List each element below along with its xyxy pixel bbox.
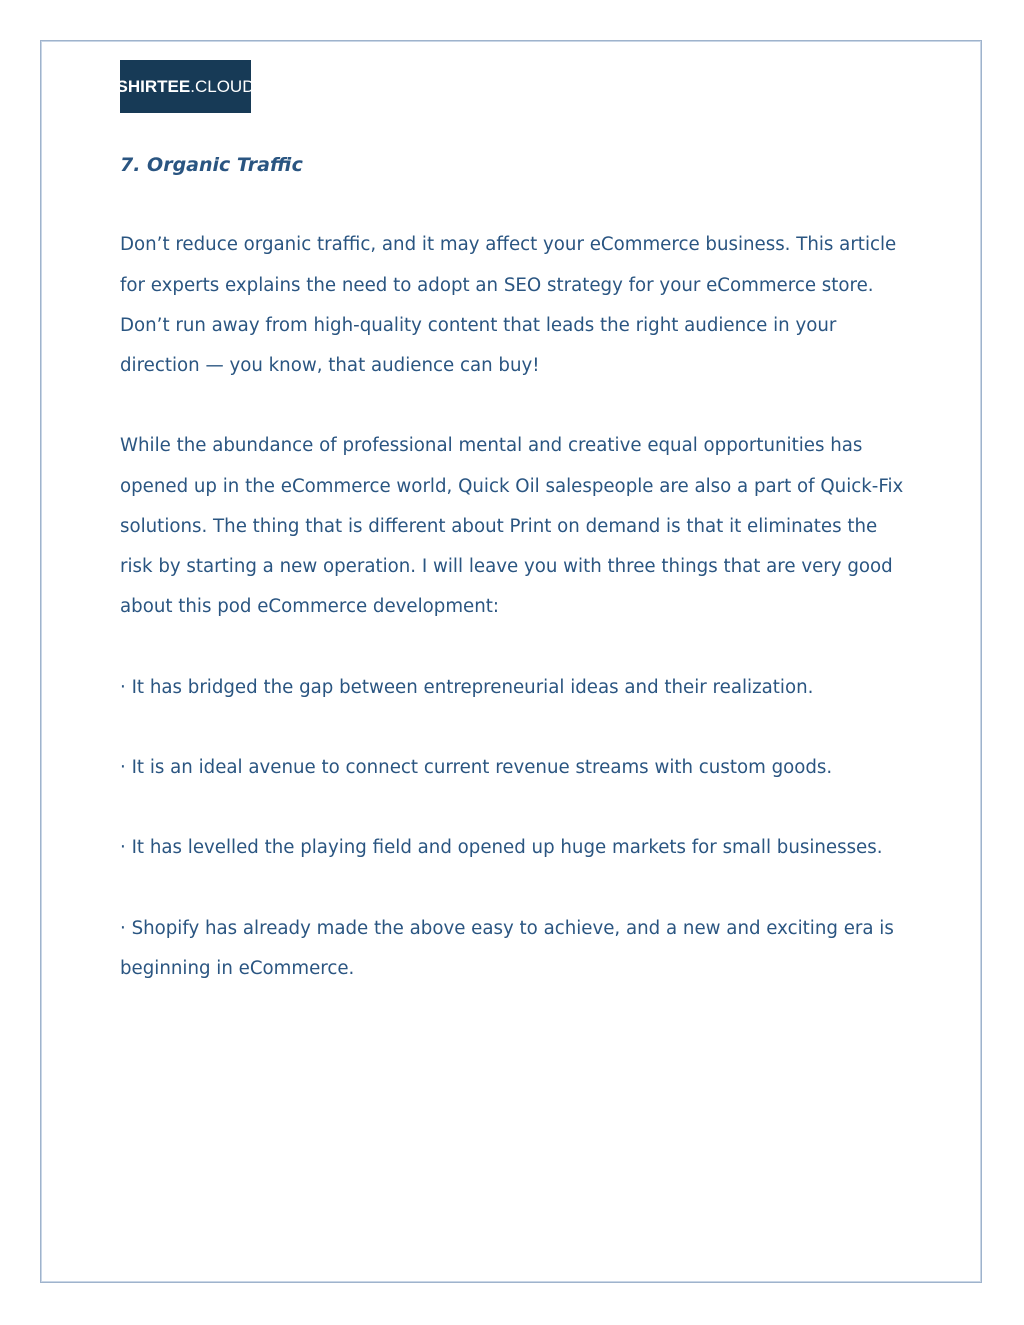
spacer (120, 627, 910, 667)
logo-text-bold: SHIRTEE (116, 76, 191, 96)
paragraph-pod-ecommerce: While the abundance of professional mental and creative equal opportunities has opened up in the eCommerce world, Quick Oil salespeople are also a part of Quick-Fix solutions. The thing that is different about Print on demand is that it eliminates the risk by starting a new operation. I will leave you with three things that are very good about this pod eCommerce development: (120, 435, 904, 618)
bullet-item: · Shopify has already made the above easy to achieve, and a new and exciting era is beginning in eCommerce. (120, 917, 894, 979)
spacer (120, 869, 910, 909)
bullet-item: · It is an ideal avenue to connect current revenue streams with custom goods. (120, 756, 833, 778)
spacer (120, 386, 910, 426)
document-body (120, 145, 910, 989)
logo-text-light: .CLOUD (190, 76, 255, 96)
paragraph-organic-traffic: Don’t reduce organic traffic, and it may affect your eCommerce business. This article for experts explains the need to adopt an SEO strategy for your eCommerce store. Don’t run away from high-quality content that leads the right audience in your direction — you know, that audience can buy! (120, 234, 897, 376)
bullet-item: · It has bridged the gap between entrepreneurial ideas and their realization. (120, 676, 814, 698)
section-heading: 7. Organic Traffic (120, 154, 303, 176)
shirtee-cloud-logo (116, 60, 255, 113)
spacer (120, 185, 910, 225)
bullet-item: · It has levelled the playing field and opened up huge markets for small businesses. (120, 837, 883, 859)
spacer (120, 788, 910, 828)
spacer (120, 708, 910, 748)
